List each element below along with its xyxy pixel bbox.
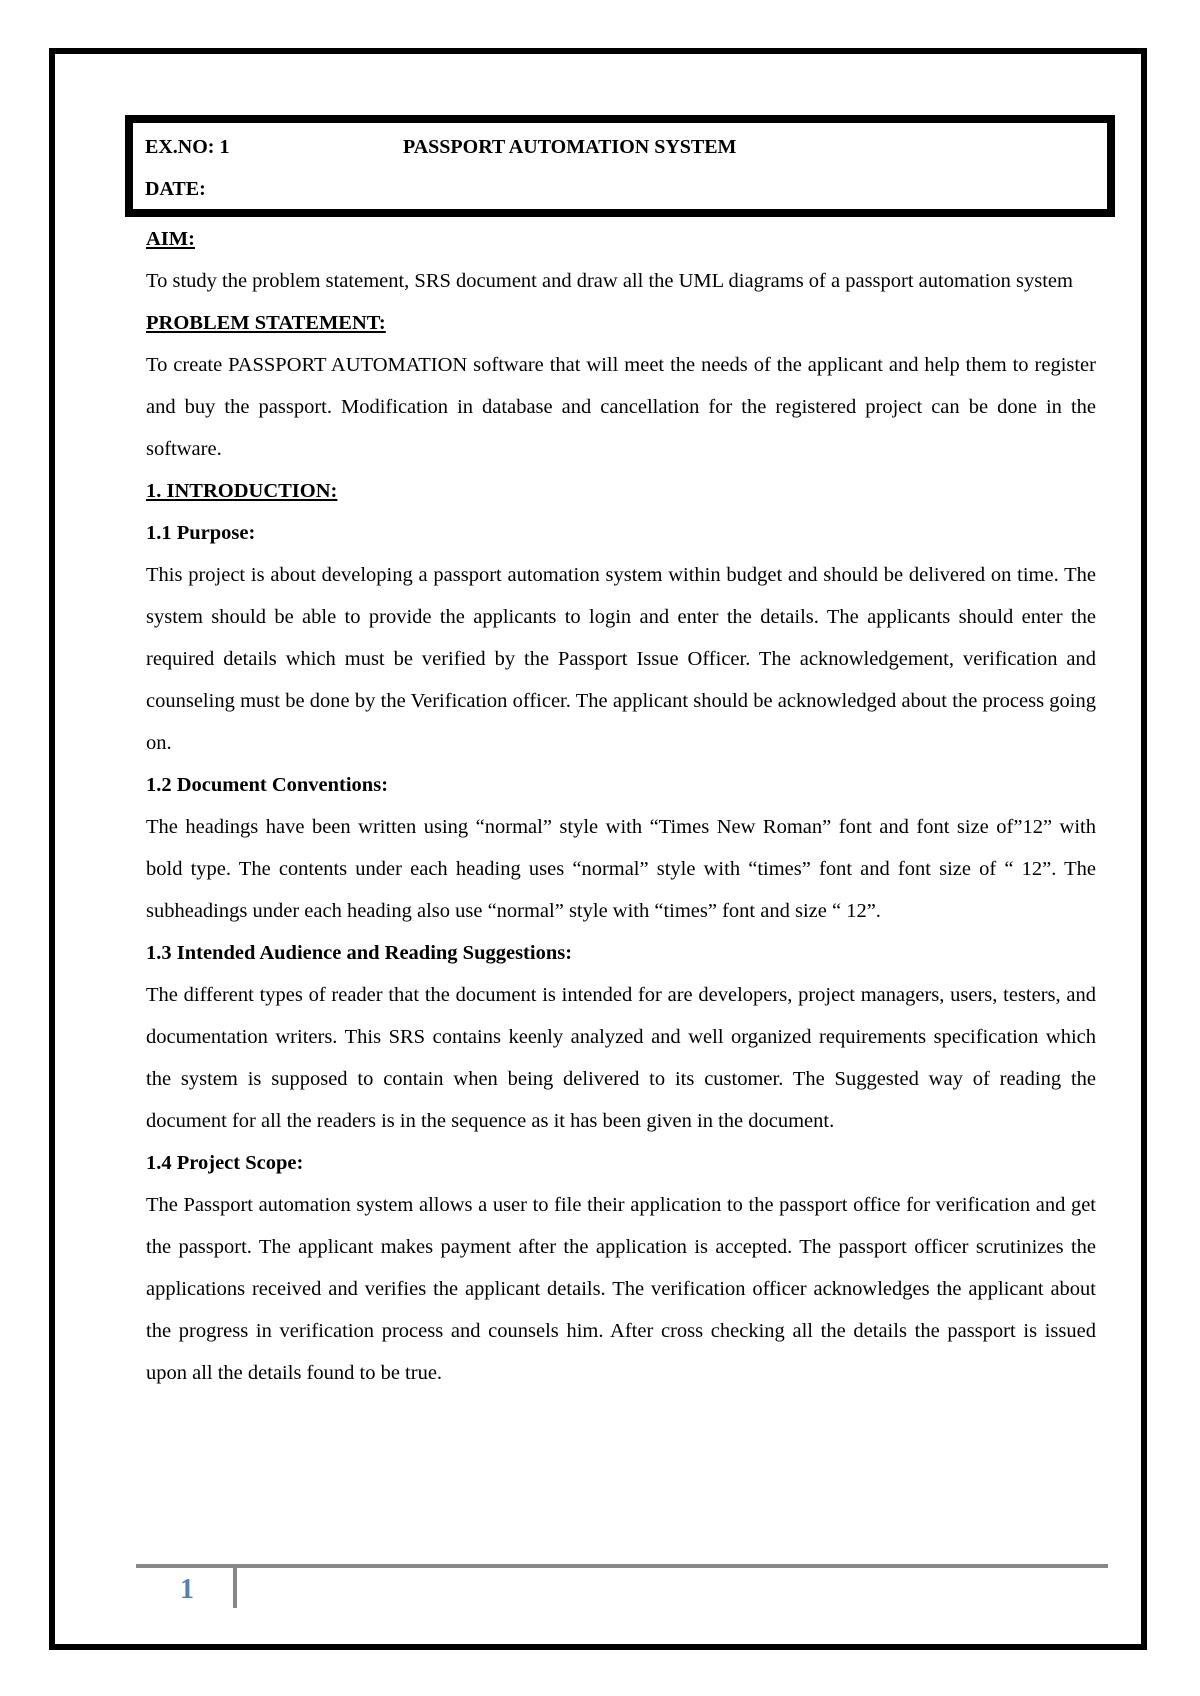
aim-heading: AIM:	[146, 228, 195, 250]
document-title: PASSPORT AUTOMATION SYSTEM	[403, 136, 737, 158]
conventions-text: The headings have been written using “normal” style with “Times New Roman” font and font size of”12” with bold type. The contents under each heading uses “normal” style with “times” font and font size of “ 12”. The subheadings under each heading also use “normal” style with “times” font and size “ 12”.	[146, 816, 1096, 922]
audience-text: The different types of reader that the document is intended for are developers, project managers, users, testers, and documentation writers. This SRS contains keenly analyzed and well organized requirements specification which the system is supposed to contain when being delivered to its customer. The Suggested way of reading the document for all the readers is in the sequence as it has been given in the document.	[146, 984, 1096, 1132]
introduction-heading: 1. INTRODUCTION:	[146, 480, 338, 502]
problem-statement-heading: PROBLEM STATEMENT:	[146, 312, 386, 334]
page-number: 1	[180, 1574, 194, 1605]
date-label: DATE:	[145, 178, 206, 200]
header-box	[125, 115, 1115, 217]
aim-text: To study the problem statement, SRS document and draw all the UML diagrams of a passport automation system	[146, 270, 1073, 292]
exercise-number: EX.NO: 1	[145, 136, 230, 158]
purpose-heading: 1.1 Purpose:	[146, 522, 256, 544]
footer-divider	[233, 1568, 237, 1608]
conventions-heading: 1.2 Document Conventions:	[146, 774, 389, 796]
scope-text: The Passport automation system allows a user to file their application to the passport office for verification and get the passport. The applicant makes payment after the application is accepted. The passport officer scrutinizes the applications received and verifies the applicant details. The verification officer acknowledges the applicant about the progress in verification process and counsels him. After cross checking all the details the passport is issued upon all the details found to be true.	[146, 1194, 1096, 1384]
problem-statement-text: To create PASSPORT AUTOMATION software that will meet the needs of the applicant and help them to register and buy the passport. Modification in database and cancellation for the registered project can be done in the software.	[146, 354, 1096, 460]
document-body	[146, 218, 1096, 1394]
purpose-text: This project is about developing a passport automation system within budget and should be delivered on time. The system should be able to provide the applicants to login and enter the details. The applicants should enter the required details which must be verified by the Passport Issue Officer. The acknowledgement, verification and counseling must be done by the Verification officer. The applicant should be acknowledged about the process going on.	[146, 564, 1096, 754]
footer-rule	[136, 1564, 1108, 1568]
scope-heading: 1.4 Project Scope:	[146, 1152, 304, 1174]
audience-heading: 1.3 Intended Audience and Reading Suggestions:	[146, 942, 573, 964]
